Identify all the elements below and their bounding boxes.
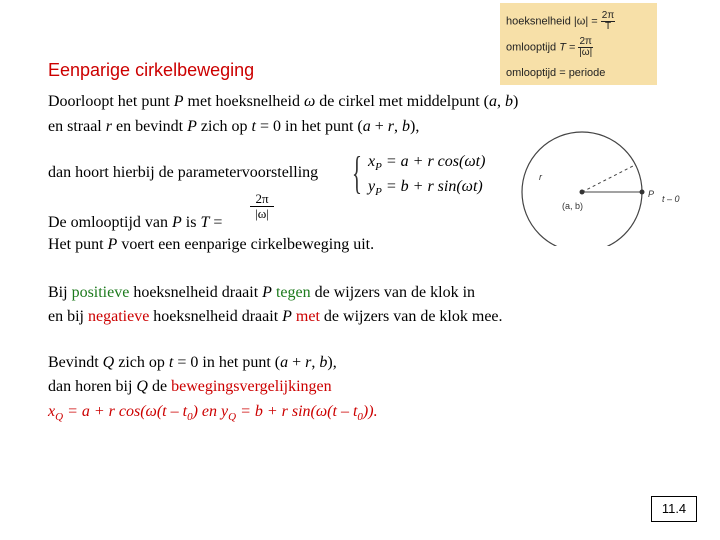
intro-line-2: en straal r en bevindt P zich op t = 0 in het punt (a + r, b), [48,118,420,135]
radius-label: r [539,172,542,182]
circle-diagram [500,118,695,246]
center-point [580,190,585,195]
period-line-2: Het punt P voert een eenparige cirkelbeweging uit. [48,236,375,253]
page-title: Eenparige cirkelbeweging [48,60,255,80]
note-T: T [559,41,566,54]
section-number-badge: 11.4 [651,496,697,522]
note-omega-abs: |ω| [573,15,589,28]
note-label-angular-speed: hoeksnelheid [506,15,571,28]
note-fraction-2: $\frac{2\pi}{|\omega|}$ [579,36,593,58]
q-equations: $x_Q = a + r$ $\cos(\omega(t - t_0)$ en $y_Q = b + r$ $\sin(\omega(t - t_0))$. [48,403,378,424]
param-x-equation: $x_P = a + r$ cos(ωt) [368,153,486,174]
note-period-value: periode [568,67,606,79]
point-p-dot [640,190,645,195]
brace-symbol: { [352,147,362,198]
param-y-equation: $y_P = b + r$ sin(ωt) [368,178,483,199]
center-label: (a, b) [562,201,584,211]
direction-line-1: Bij positieve hoeksnelheid draait P tegen de wijzers van de klok in [48,284,476,301]
q-line-1: Bevindt Q zich op t = 0 in het punt (a + r, b), [48,354,337,371]
note-fraction-1: $\frac{2\pi}{T}$ [601,10,615,32]
formula-note [500,3,657,85]
period-fraction: $\frac{2\pi}{|\omega|}$ [250,192,274,221]
direction-line-2: en bij negatieve hoeksnelheid draait P met de wijzers van de klok mee. [48,308,503,325]
param-intro: dan hoort hierbij de parametervoorstelling [48,164,319,181]
note-row-angular-speed: hoeksnelheid |ω| = $\frac{2\pi}{T}$ [506,10,615,32]
note-label-period-2: omlooptijd [506,67,557,79]
note-row-period-def: omlooptijd = periode [506,67,606,79]
q-line-2: dan horen bij Q de bewegingsvergelijkingen [48,378,332,395]
intro-line-1: Doorloopt het punt P met hoeksnelheid ω de cirkel met middelpunt (a, b) [48,93,519,110]
radius-dashed-line [582,165,635,192]
note-row-period: omlooptijd T = $\frac{2\pi}{|\omega|}$ [506,36,593,58]
time-label: t – 0 [662,194,680,204]
circle-outline [522,132,642,246]
note-label-period: omlooptijd [506,41,557,54]
point-p-label: P [648,189,655,199]
period-line-1: De omlooptijd van P is T = [48,214,223,231]
